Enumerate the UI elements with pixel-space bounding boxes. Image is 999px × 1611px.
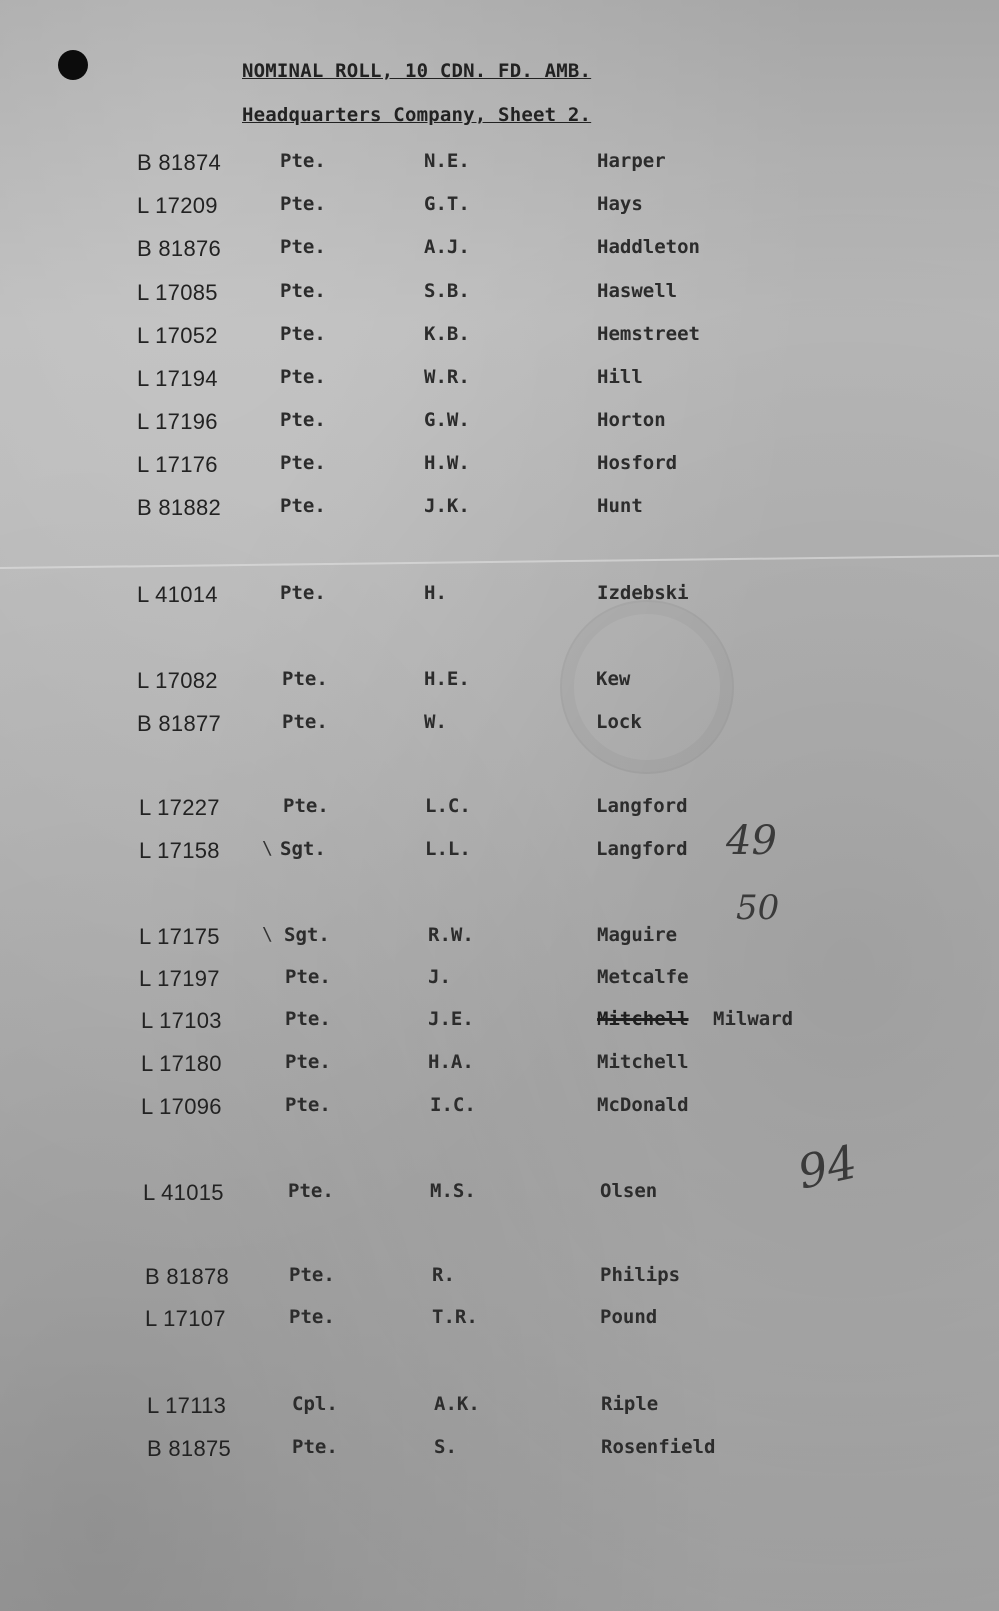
rank: Sgt. [280, 838, 326, 860]
initials: J.K. [424, 495, 470, 517]
surname: Langford [596, 838, 688, 860]
rank: Cpl. [292, 1393, 338, 1415]
tick-mark: \ [262, 924, 273, 945]
rank: Pte. [280, 409, 326, 431]
initials: G.W. [424, 409, 470, 431]
initials: M.S. [430, 1180, 476, 1202]
rank: Pte. [282, 711, 328, 733]
surname: Harper [597, 150, 666, 172]
initials: H.W. [424, 452, 470, 474]
initials: A.K. [434, 1393, 480, 1415]
initials: H. [424, 582, 447, 604]
rank: Pte. [285, 1094, 331, 1116]
surname: Pound [600, 1306, 658, 1328]
roll-entry [0, 1008, 999, 1038]
service-number: B 81874 [137, 150, 222, 175]
service-number: L 17175 [139, 924, 220, 949]
initials: J. [428, 966, 451, 988]
roll-entry [0, 150, 999, 180]
surname: Philips [600, 1264, 681, 1286]
surname: Hunt [597, 495, 643, 517]
rank: Pte. [280, 323, 326, 345]
rank: Pte. [283, 795, 329, 817]
initials: W. [424, 711, 447, 733]
rank: Pte. [280, 366, 326, 388]
service-number: L 17197 [139, 966, 220, 991]
initials: W.R. [424, 366, 470, 388]
roll-entry [0, 795, 999, 825]
roll-entry [0, 1051, 999, 1081]
roll-entry [0, 582, 999, 612]
rank: Pte. [280, 150, 326, 172]
handwritten-count-94: 94 [793, 1134, 862, 1200]
service-number: L 17180 [141, 1051, 222, 1076]
rank: Pte. [289, 1306, 335, 1328]
service-number: L 17227 [139, 795, 220, 820]
surname: Hosford [597, 452, 678, 474]
service-number: L 17158 [139, 838, 220, 863]
initials: H.A. [428, 1051, 474, 1073]
service-number: B 81875 [147, 1436, 232, 1461]
service-number: L 17103 [141, 1008, 222, 1033]
surname: Izdebski [597, 582, 689, 604]
roll-entry [0, 323, 999, 353]
initials: A.J. [424, 236, 470, 258]
surname: Hays [597, 193, 643, 215]
rank: Pte. [289, 1264, 335, 1286]
roll-entry [0, 1436, 999, 1466]
handwritten-count-49: 49 [726, 818, 777, 864]
rank: Pte. [285, 966, 331, 988]
surname: Olsen [600, 1180, 658, 1202]
surname: Haddleton [597, 236, 700, 258]
document-title: NOMINAL ROLL, 10 CDN. FD. AMB. [242, 60, 592, 82]
service-number: B 81876 [137, 236, 222, 261]
service-number: L 17209 [137, 193, 218, 218]
roll-entry [0, 1264, 999, 1294]
roll-entry [0, 838, 999, 868]
initials: S. [434, 1436, 457, 1458]
roll-entry [0, 366, 999, 396]
surname: Maguire [597, 924, 678, 946]
rank: Pte. [280, 582, 326, 604]
service-number: L 17194 [137, 366, 218, 391]
surname: Milward [713, 1008, 794, 1030]
initials: S.B. [424, 280, 470, 302]
surname: Haswell [597, 280, 678, 302]
roll-entry [0, 966, 999, 996]
service-number: L 41015 [143, 1180, 224, 1205]
document-subtitle: Headquarters Company, Sheet 2. [242, 104, 592, 126]
surname: McDonald [597, 1094, 689, 1116]
service-number: B 81877 [137, 711, 222, 736]
service-number: L 17096 [141, 1094, 222, 1119]
rank: Pte. [282, 668, 328, 690]
surname: Hill [597, 366, 643, 388]
rank: Pte. [292, 1436, 338, 1458]
rank: Sgt. [284, 924, 330, 946]
rank: Pte. [280, 280, 326, 302]
surname: Hemstreet [597, 323, 700, 345]
initials: T.R. [432, 1306, 478, 1328]
roll-entry [0, 280, 999, 310]
rank: Pte. [285, 1051, 331, 1073]
initials: R.W. [428, 924, 474, 946]
roll-entry [0, 409, 999, 439]
surname: Rosenfield [601, 1436, 716, 1458]
roll-entry [0, 668, 999, 698]
initials: L.C. [425, 795, 471, 817]
roll-entry [0, 1094, 999, 1124]
service-number: L 17082 [137, 668, 218, 693]
rank: Pte. [280, 236, 326, 258]
initials: N.E. [424, 150, 470, 172]
handwritten-count-50: 50 [736, 888, 780, 928]
surname: Mitchell [597, 1051, 689, 1073]
roll-entry [0, 236, 999, 266]
surname: Riple [601, 1393, 659, 1415]
struck-surname: Mitchell [597, 1008, 689, 1030]
tick-mark: \ [262, 838, 273, 859]
surname: Kew [596, 668, 631, 690]
initials: G.T. [424, 193, 470, 215]
surname: Langford [596, 795, 688, 817]
punch-hole [58, 50, 88, 80]
service-number: L 17107 [145, 1306, 226, 1331]
roll-entry [0, 711, 999, 741]
service-number: L 17176 [137, 452, 218, 477]
service-number: L 41014 [137, 582, 218, 607]
rank: Pte. [280, 193, 326, 215]
service-number: B 81882 [137, 495, 222, 520]
paper-fold-line [0, 555, 999, 569]
initials: K.B. [424, 323, 470, 345]
service-number: L 17113 [147, 1393, 227, 1418]
roll-entry [0, 193, 999, 223]
rank: Pte. [285, 1008, 331, 1030]
surname: Lock [596, 711, 642, 733]
initials: J.E. [428, 1008, 474, 1030]
service-number: B 81878 [145, 1264, 230, 1289]
roll-entry [0, 1306, 999, 1336]
initials: H.E. [424, 668, 470, 690]
roll-entry [0, 1393, 999, 1423]
rank: Pte. [280, 495, 326, 517]
service-number: L 17085 [137, 280, 218, 305]
roll-entry [0, 452, 999, 482]
roll-entry [0, 924, 999, 954]
service-number: L 17052 [137, 323, 218, 348]
surname: Metcalfe [597, 966, 689, 988]
initials: L.L. [425, 838, 471, 860]
rank: Pte. [280, 452, 326, 474]
roll-entry [0, 495, 999, 525]
initials: R. [432, 1264, 455, 1286]
surname: Horton [597, 409, 666, 431]
initials: I.C. [430, 1094, 476, 1116]
service-number: L 17196 [137, 409, 218, 434]
rank: Pte. [288, 1180, 334, 1202]
